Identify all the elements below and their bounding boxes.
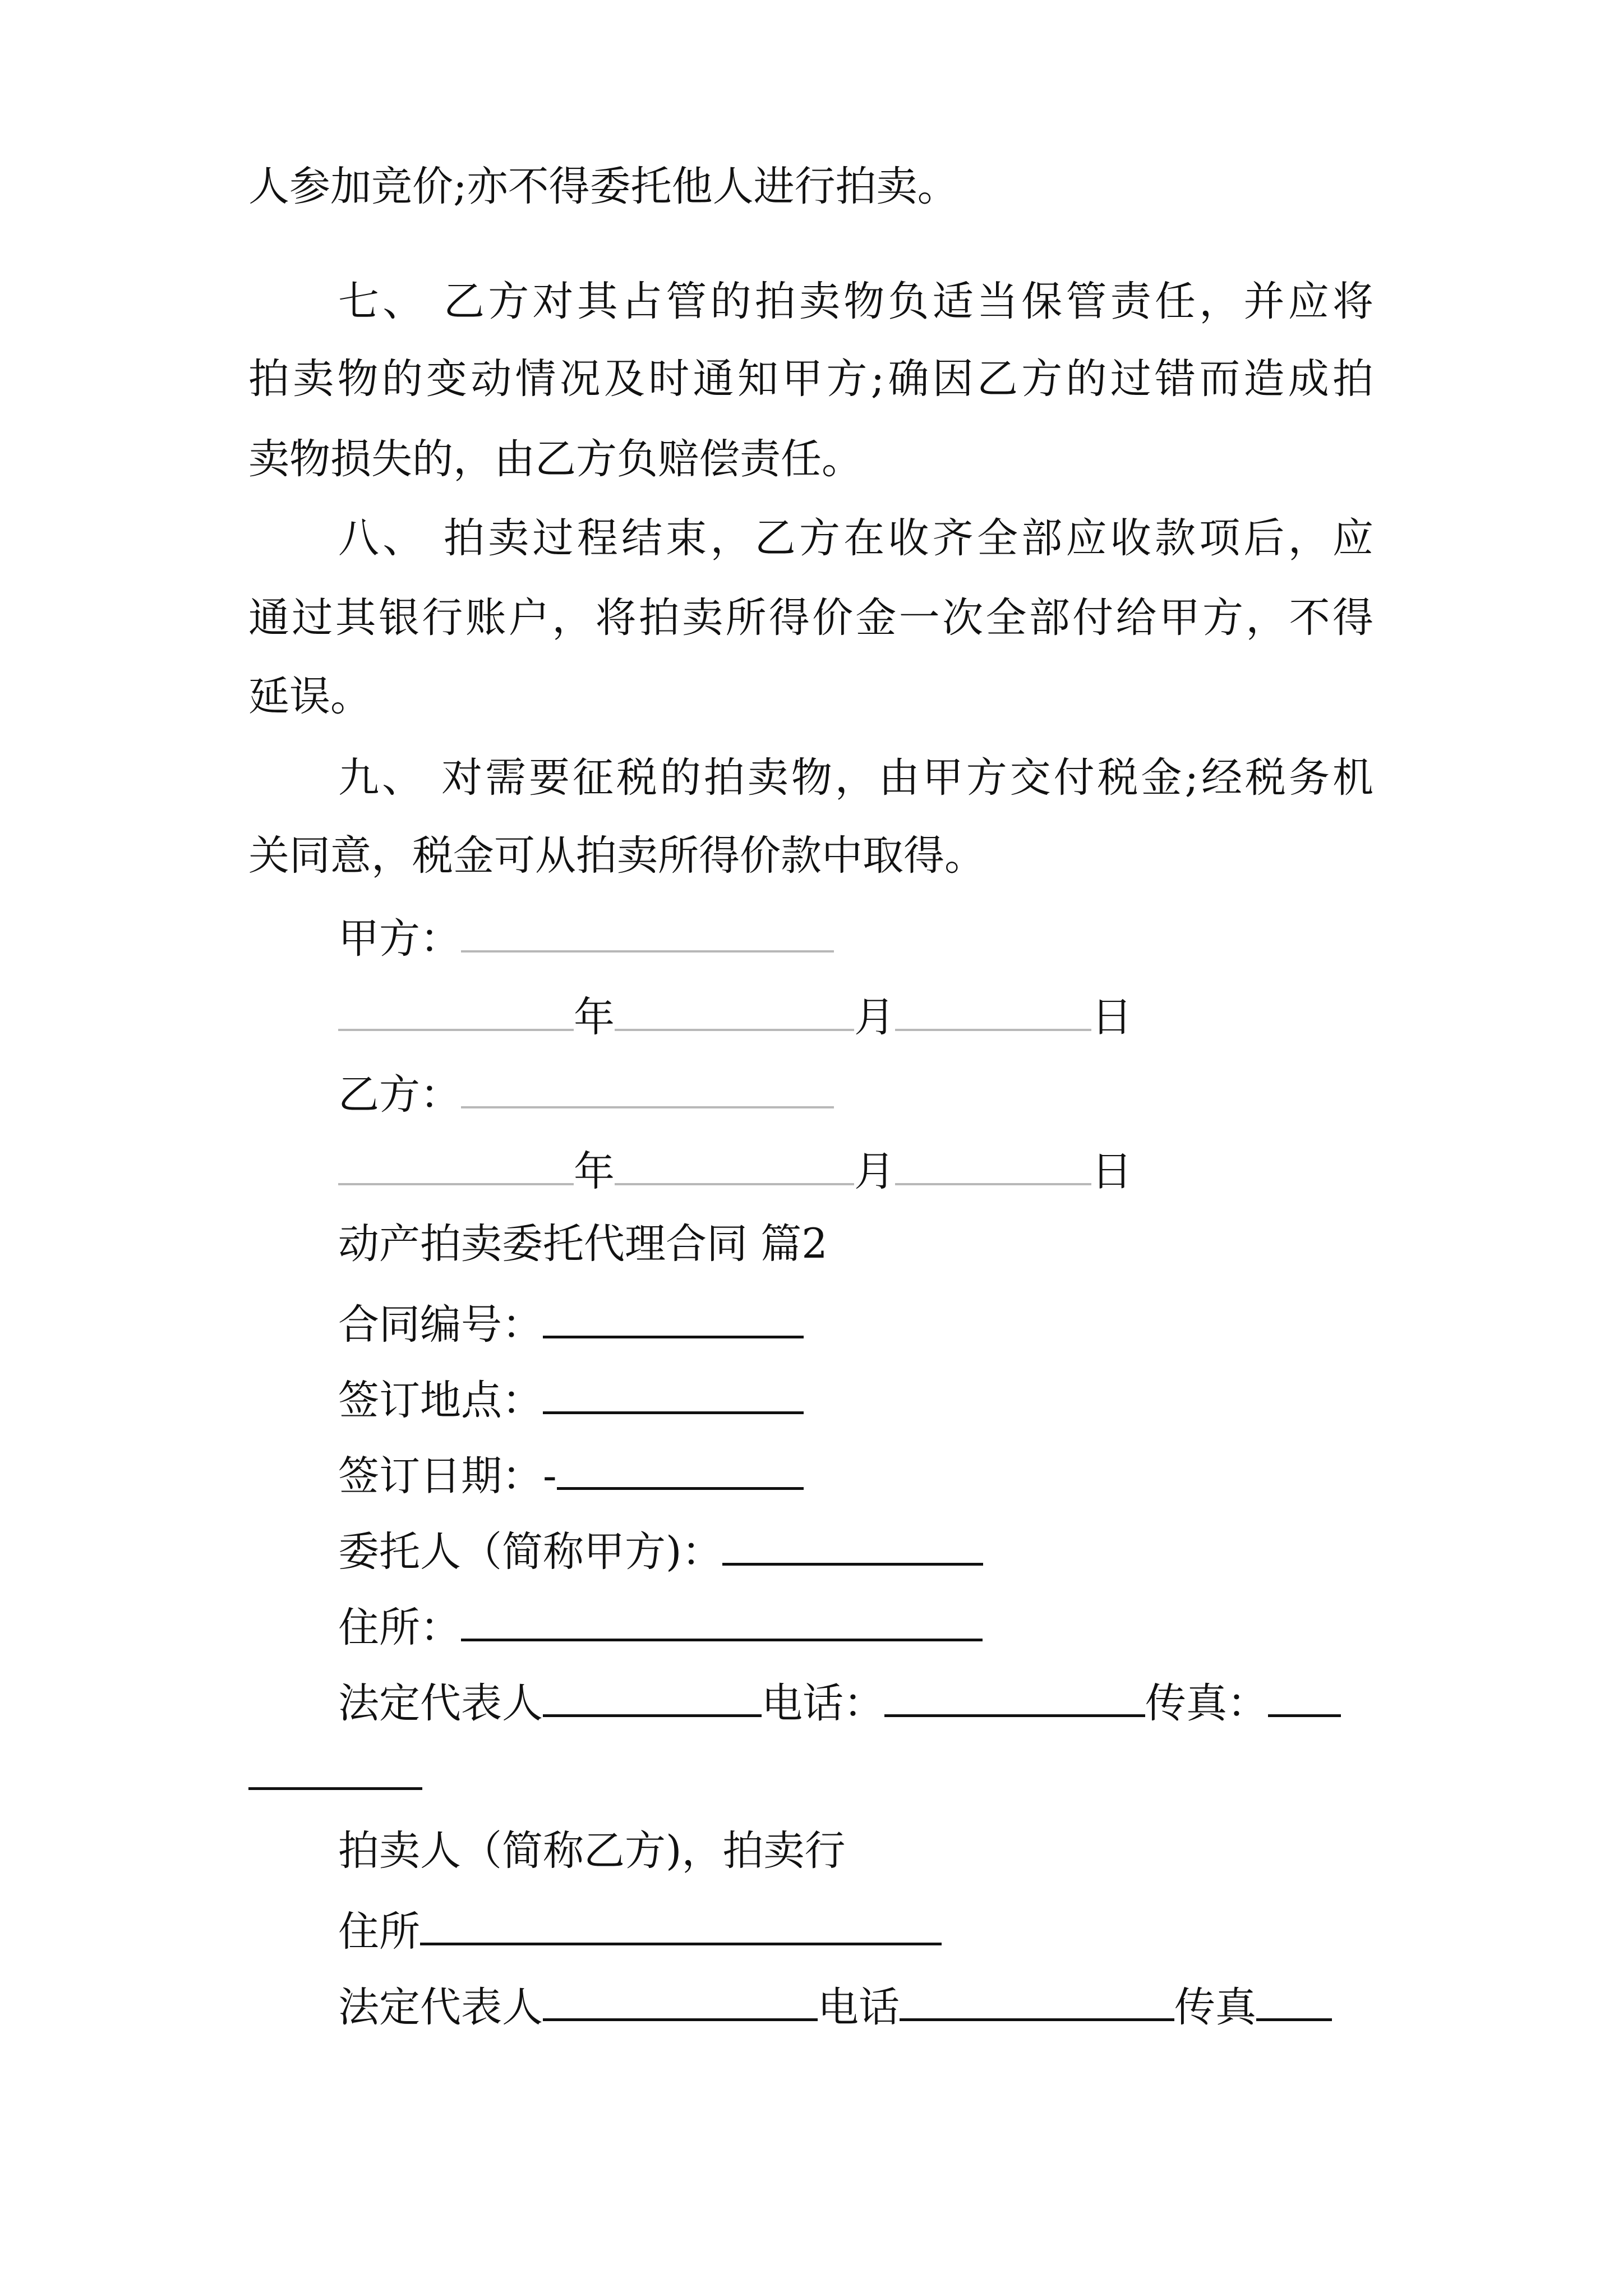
clause-eight-line: 八、 拍卖过程结束，乙方在收齐全部应收款项后，应: [338, 514, 1375, 562]
contract-number-blank[interactable]: [543, 1292, 804, 1338]
legal-rep2-blank[interactable]: [543, 1975, 818, 2021]
party-a-signature-row: [338, 907, 834, 963]
sign-date-row: [338, 1443, 804, 1499]
sign-date-label: 签订日期：-: [338, 1452, 557, 1500]
sign-place-label: 签订地点：: [338, 1377, 543, 1424]
party-b-blank[interactable]: [461, 1062, 834, 1108]
year-blank[interactable]: [338, 1139, 574, 1185]
fax2-label: 传真: [1174, 1984, 1256, 2031]
legal-rep2-row: [338, 1975, 1332, 2031]
address2-label: 住所: [338, 1908, 420, 1955]
contract-number-label: 合同编号：: [338, 1301, 543, 1349]
clause-seven-line: 七、 乙方对其占管的拍卖物负适当保管责任，并应将: [338, 278, 1375, 325]
year-blank[interactable]: [338, 985, 574, 1031]
clause-seven-line: 拍卖物的变动情况及时通知甲方;确因乙方的过错而造成拍: [248, 355, 1375, 403]
address2-blank[interactable]: [420, 1899, 942, 1945]
phone2-blank[interactable]: [900, 1975, 1174, 2021]
sign-date-blank[interactable]: [557, 1443, 804, 1490]
party-a-blank[interactable]: [461, 907, 834, 953]
party-b-date-row: [338, 1139, 1132, 1195]
phone-blank[interactable]: [884, 1671, 1145, 1717]
party-a-label: 甲方：: [338, 915, 461, 963]
legal-rep-label: 法定代表人: [338, 1680, 543, 1727]
sign-place-blank[interactable]: [543, 1368, 804, 1414]
clause-eight-line: 通过其银行账户，将拍卖所得价金一次全部付给甲方，不得: [248, 594, 1375, 642]
day-blank[interactable]: [895, 985, 1091, 1031]
phone2-label: 电话: [818, 1984, 900, 2031]
contract-heading: 动产拍卖委托代理合同 篇2: [338, 1220, 828, 1268]
party-a-date-row: [338, 985, 1132, 1041]
sign-place-row: [338, 1368, 804, 1424]
fax-continuation-row: [248, 1743, 422, 1800]
phone-label: 电话：: [762, 1680, 884, 1727]
address-blank[interactable]: [461, 1595, 983, 1641]
principal-label: 委托人（简称甲方)：: [338, 1528, 723, 1576]
fax-blank-continued[interactable]: [248, 1743, 422, 1790]
clause-eight-line: 延误。: [248, 673, 371, 720]
address-row: [338, 1595, 983, 1651]
day-blank[interactable]: [895, 1139, 1091, 1185]
clause-seven-line: 卖物损失的，由乙方负赔偿责任。: [248, 435, 863, 483]
year-label: 年: [574, 993, 615, 1041]
day-label: 日: [1091, 993, 1132, 1041]
principal-blank[interactable]: [722, 1519, 983, 1566]
fax-blank[interactable]: [1268, 1671, 1341, 1717]
month-blank[interactable]: [615, 1139, 854, 1185]
contract-number-row: [338, 1292, 804, 1348]
legal-rep2-label: 法定代表人: [338, 1984, 543, 2031]
month-blank[interactable]: [615, 985, 854, 1031]
address-label: 住所：: [338, 1604, 461, 1651]
clause-nine-line: 九、 对需要征税的拍卖物，由甲方交付税金;经税务机: [338, 754, 1375, 802]
party-b-label: 乙方：: [338, 1071, 461, 1119]
address2-row: [338, 1899, 942, 1955]
party-b-signature-row: [338, 1062, 834, 1119]
month-label: 月: [854, 1148, 895, 1195]
month-label: 月: [854, 993, 895, 1041]
fax-label: 传真：: [1145, 1680, 1268, 1727]
fax2-blank[interactable]: [1256, 1975, 1332, 2021]
legal-rep-row: [338, 1671, 1341, 1727]
clause-nine-line: 关同意，税金可从拍卖所得价款中取得。: [248, 832, 985, 880]
day-label: 日: [1091, 1148, 1132, 1195]
auctioneer-row: 拍卖人（简称乙方)，拍卖行: [338, 1827, 846, 1875]
paragraph-line: 人参加竞价;亦不得委托他人进行拍卖。: [248, 163, 958, 210]
principal-row: [338, 1519, 983, 1575]
legal-rep-blank[interactable]: [543, 1671, 762, 1717]
year-label: 年: [574, 1148, 615, 1195]
